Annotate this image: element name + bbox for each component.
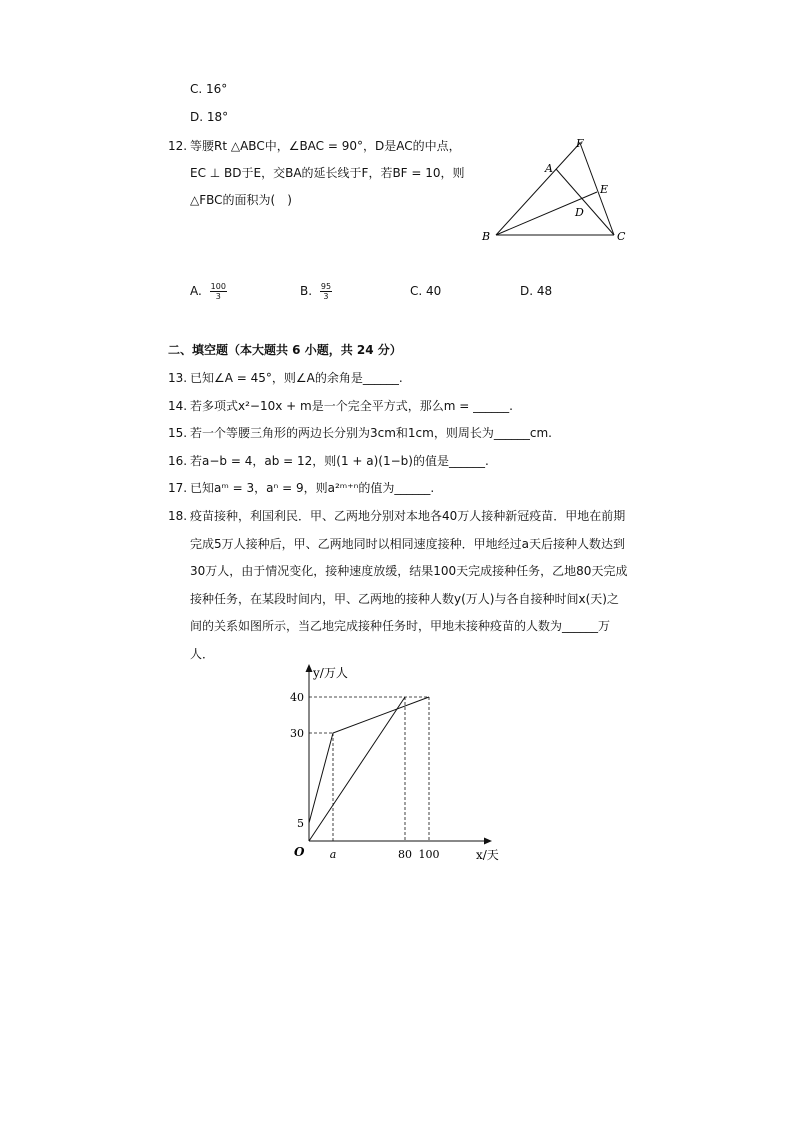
q18-number: 18. xyxy=(168,509,188,523)
q16-number: 16. xyxy=(168,454,188,468)
seg-FC xyxy=(580,143,614,235)
q15-number: 15. xyxy=(168,426,188,440)
vaccination-line-chart xyxy=(280,660,510,870)
q12-option-c[interactable]: C. 40 xyxy=(410,284,442,298)
q14-text: 若多项式x²−10x + m是一个完全平方式，那么m = ______. xyxy=(190,399,513,413)
q12-line-3: △FBC的面积为( ) xyxy=(190,193,292,207)
y-tick-label-5: 5 xyxy=(297,817,304,830)
seg-BF xyxy=(496,143,580,235)
label-E: E xyxy=(600,183,609,196)
series-line-1 xyxy=(309,697,429,823)
y-tick-label-30: 30 xyxy=(290,727,304,740)
x-axis-arrow xyxy=(484,838,492,845)
option-a-fraction: $\frac{100}{3}$ xyxy=(210,282,226,301)
q18-line-3: 30万人，由于情况变化，接种速度放缓，结果100天完成接种任务，乙地80天完成 xyxy=(190,564,628,578)
q17-text: 已知aᵐ = 3，aⁿ = 9，则a²ᵐ⁺ⁿ的值为______. xyxy=(190,481,435,495)
origin-label: O xyxy=(294,845,305,859)
label-D: D xyxy=(575,206,584,219)
q18-line-4: 接种任务，在某段时间内，甲、乙两地的接种人数y(万人)与各自接种时间x(天)之 xyxy=(190,592,619,606)
option-c-prev[interactable]: C. 16° xyxy=(190,82,228,96)
q16-text: 若a−b = 4，ab = 12，则(1 + a)(1−b)的值是______. xyxy=(190,454,489,468)
x-axis-label: x/天 xyxy=(476,848,499,862)
label-C: C xyxy=(617,230,626,243)
option-b-fraction: $\frac{95}{3}$ xyxy=(320,282,332,301)
x-tick-label-100: 100 xyxy=(418,848,440,861)
y-axis-arrow xyxy=(306,664,313,672)
q18-line-2: 完成5万人接种后，甲、乙两地同时以相同速度接种．甲地经过a天后接种人数达到 xyxy=(190,537,625,551)
seg-AC xyxy=(556,169,614,235)
q12-triangle-figure xyxy=(478,134,638,246)
x-tick-label-a: a xyxy=(329,848,337,861)
q12-line-1: 等腰Rt △ABC中，∠BAC = 90°，D是AC的中点， xyxy=(190,139,461,153)
option-b-label: B. xyxy=(300,284,313,298)
q15-text: 若一个等腰三角形的两边长分别为3cm和1cm，则周长为______cm. xyxy=(190,426,552,440)
q12-option-b[interactable] xyxy=(300,282,332,301)
q18-line-6: 人． xyxy=(190,647,215,661)
section-fill-in-heading: 二、填空题（本大题共 6 小题，共 24 分） xyxy=(168,343,402,357)
option-d-prev[interactable]: D. 18° xyxy=(190,110,229,124)
q14-number: 14. xyxy=(168,399,188,413)
x-tick-label-80: 80 xyxy=(398,848,412,861)
q12-option-a[interactable] xyxy=(190,282,227,301)
q18-line-5: 间的关系如图所示，当乙地完成接种任务时，甲地未接种疫苗的人数为______万 xyxy=(190,619,611,633)
y-tick-label-40: 40 xyxy=(290,691,304,704)
q17-number: 17. xyxy=(168,481,188,495)
label-F: F xyxy=(576,137,584,150)
y-axis-label: y/万人 xyxy=(313,666,348,680)
label-A: A xyxy=(545,162,553,175)
q18-line-1: 疫苗接种，利国利民．甲、乙两地分别对本地各40万人接种新冠疫苗．甲地在前期 xyxy=(190,509,626,523)
q13-text: 已知∠A = 45°，则∠A的余角是______. xyxy=(190,371,403,385)
label-B: B xyxy=(482,230,491,243)
q13-number: 13. xyxy=(168,371,188,385)
q12-number: 12. xyxy=(168,139,188,153)
q12-option-d[interactable]: D. 48 xyxy=(520,284,553,298)
q12-line-2: EC ⊥ BD于E，交BA的延长线于F，若BF = 10，则 xyxy=(190,166,465,180)
option-a-label: A. xyxy=(190,284,202,298)
